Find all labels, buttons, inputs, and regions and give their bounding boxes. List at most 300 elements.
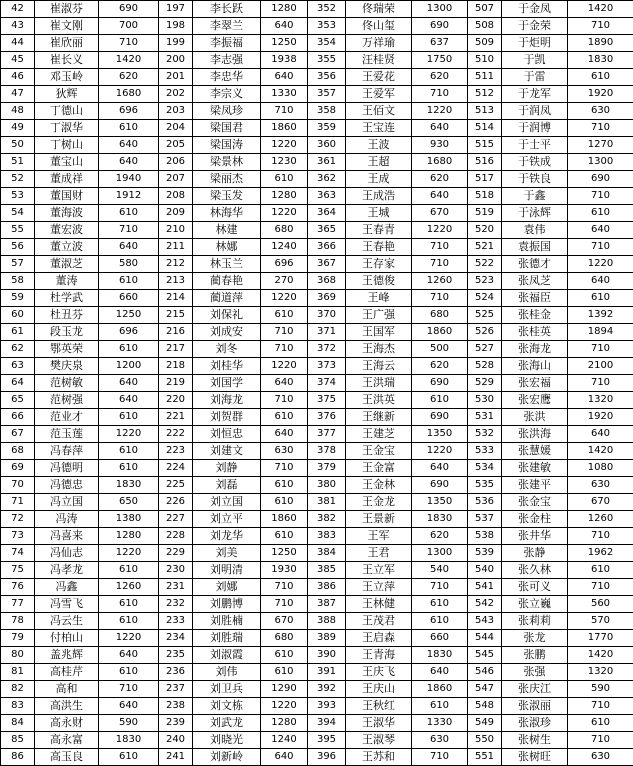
table-row (1, 562, 633, 579)
row-number-cell: 510 (468, 52, 502, 69)
row-number-cell: 388 (308, 613, 346, 630)
amount-cell: 1860 (412, 681, 468, 698)
amount-cell: 500 (412, 341, 468, 358)
name-cell: 张宏鹰 (502, 392, 568, 409)
amount-cell: 640 (412, 188, 468, 205)
amount-cell: 696 (99, 103, 159, 120)
table-row (1, 205, 633, 222)
amount-cell: 1220 (261, 358, 308, 375)
name-cell: 张莉莉 (502, 613, 568, 630)
amount-cell: 1220 (261, 205, 308, 222)
row-number-cell: 223 (159, 443, 193, 460)
name-cell: 冯孝龙 (35, 562, 99, 579)
amount-cell: 1250 (99, 307, 159, 324)
name-cell: 王宝连 (346, 120, 412, 137)
name-cell: 王青海 (346, 647, 412, 664)
row-number-cell: 76 (1, 579, 35, 596)
name-cell: 丁淑华 (35, 120, 99, 137)
amount-cell: 637 (412, 35, 468, 52)
row-number-cell: 236 (159, 664, 193, 681)
name-cell: 王波 (346, 137, 412, 154)
row-number-cell: 198 (159, 18, 193, 35)
row-number-cell: 50 (1, 137, 35, 154)
row-number-cell: 77 (1, 596, 35, 613)
name-cell: 崔淑芬 (35, 1, 99, 18)
name-cell: 王建芝 (346, 426, 412, 443)
name-cell: 高洪生 (35, 698, 99, 715)
table-row (1, 460, 633, 477)
row-number-cell: 529 (468, 375, 502, 392)
row-number-cell: 539 (468, 545, 502, 562)
amount-cell: 680 (261, 630, 308, 647)
name-cell: 刘美 (193, 545, 261, 562)
name-cell: 于鑫 (502, 188, 568, 205)
amount-cell: 640 (261, 18, 308, 35)
amount-cell: 1392 (568, 307, 633, 324)
name-cell: 梁丽杰 (193, 171, 261, 188)
amount-cell: 1250 (261, 545, 308, 562)
name-cell: 王金宝 (346, 443, 412, 460)
name-cell: 冯立国 (35, 494, 99, 511)
row-number-cell: 368 (308, 273, 346, 290)
amount-cell: 710 (412, 749, 468, 766)
row-number-cell: 221 (159, 409, 193, 426)
amount-cell: 650 (99, 494, 159, 511)
row-number-cell: 48 (1, 103, 35, 120)
amount-cell: 1220 (568, 256, 633, 273)
amount-cell: 1830 (568, 52, 633, 69)
amount-cell: 1890 (568, 35, 633, 52)
amount-cell: 640 (261, 375, 308, 392)
row-number-cell: 548 (468, 698, 502, 715)
table-row (1, 630, 633, 647)
amount-cell: 640 (412, 460, 468, 477)
name-cell: 王爱军 (346, 86, 412, 103)
amount-cell: 710 (99, 35, 159, 52)
table-row (1, 324, 633, 341)
name-cell: 张建平 (502, 477, 568, 494)
table-row (1, 1, 633, 18)
name-cell: 梁景林 (193, 154, 261, 171)
name-cell: 张树旺 (502, 749, 568, 766)
row-number-cell: 209 (159, 205, 193, 222)
name-cell: 冯喜来 (35, 528, 99, 545)
name-cell: 于金荣 (502, 18, 568, 35)
amount-cell: 710 (568, 579, 633, 596)
name-cell: 李宗义 (193, 86, 261, 103)
row-number-cell: 508 (468, 18, 502, 35)
name-cell: 刘海龙 (193, 392, 261, 409)
row-number-cell: 371 (308, 324, 346, 341)
name-cell: 张德才 (502, 256, 568, 273)
amount-cell: 570 (568, 613, 633, 630)
name-cell: 于雷 (502, 69, 568, 86)
table-row (1, 528, 633, 545)
row-number-cell: 234 (159, 630, 193, 647)
amount-cell: 1680 (99, 86, 159, 103)
row-number-cell: 379 (308, 460, 346, 477)
amount-cell: 640 (568, 222, 633, 239)
name-cell: 梁国君 (193, 120, 261, 137)
row-number-cell: 218 (159, 358, 193, 375)
row-number-cell: 526 (468, 324, 502, 341)
name-cell: 刘冬 (193, 341, 261, 358)
amount-cell: 1350 (412, 494, 468, 511)
amount-cell: 710 (261, 341, 308, 358)
amount-cell: 1260 (412, 273, 468, 290)
row-number-cell: 538 (468, 528, 502, 545)
row-number-cell: 523 (468, 273, 502, 290)
name-cell: 刘淑霞 (193, 647, 261, 664)
row-number-cell: 546 (468, 664, 502, 681)
name-cell: 刘胜瑞 (193, 630, 261, 647)
row-number-cell: 61 (1, 324, 35, 341)
amount-cell: 610 (568, 69, 633, 86)
name-cell: 王存家 (346, 256, 412, 273)
table-row (1, 681, 633, 698)
amount-cell: 670 (261, 613, 308, 630)
name-cell: 王景新 (346, 511, 412, 528)
amount-cell: 710 (412, 256, 468, 273)
name-cell: 刘静 (193, 460, 261, 477)
amount-cell: 1290 (261, 681, 308, 698)
amount-cell: 610 (99, 341, 159, 358)
amount-cell: 710 (261, 460, 308, 477)
row-number-cell: 370 (308, 307, 346, 324)
row-number-cell: 359 (308, 120, 346, 137)
amount-cell: 690 (412, 477, 468, 494)
row-number-cell: 57 (1, 256, 35, 273)
row-number-cell: 353 (308, 18, 346, 35)
amount-cell: 1260 (568, 511, 633, 528)
row-number-cell: 518 (468, 188, 502, 205)
amount-cell: 710 (568, 732, 633, 749)
name-cell: 付柏山 (35, 630, 99, 647)
row-number-cell: 376 (308, 409, 346, 426)
amount-cell: 1420 (99, 52, 159, 69)
table-row (1, 698, 633, 715)
amount-cell: 610 (261, 171, 308, 188)
row-number-cell: 67 (1, 426, 35, 443)
amount-cell: 1320 (568, 392, 633, 409)
amount-cell: 620 (412, 358, 468, 375)
row-number-cell: 381 (308, 494, 346, 511)
name-cell: 范业才 (35, 409, 99, 426)
name-cell: 于铁成 (502, 154, 568, 171)
row-number-cell: 515 (468, 137, 502, 154)
amount-cell: 1860 (261, 511, 308, 528)
amount-cell: 1860 (412, 324, 468, 341)
row-number-cell: 375 (308, 392, 346, 409)
name-cell: 张庆江 (502, 681, 568, 698)
name-cell: 丁树山 (35, 137, 99, 154)
row-number-cell: 507 (468, 1, 502, 18)
table-row (1, 443, 633, 460)
amount-cell: 610 (261, 664, 308, 681)
name-cell: 蔺道萍 (193, 290, 261, 307)
amount-cell: 690 (412, 409, 468, 426)
amount-cell: 620 (412, 171, 468, 188)
row-number-cell: 227 (159, 511, 193, 528)
name-cell: 王军 (346, 528, 412, 545)
name-cell: 王秋红 (346, 698, 412, 715)
amount-cell: 1220 (261, 698, 308, 715)
row-number-cell: 366 (308, 239, 346, 256)
name-cell: 王超 (346, 154, 412, 171)
name-cell: 董涛 (35, 273, 99, 290)
name-cell: 于龙军 (502, 86, 568, 103)
table-row (1, 307, 633, 324)
name-cell: 林娜 (193, 239, 261, 256)
name-cell: 冯涛 (35, 511, 99, 528)
row-number-cell: 43 (1, 18, 35, 35)
table-row (1, 494, 633, 511)
row-number-cell: 230 (159, 562, 193, 579)
row-number-cell: 63 (1, 358, 35, 375)
name-cell: 张井华 (502, 528, 568, 545)
name-cell: 张鹏 (502, 647, 568, 664)
table-row (1, 375, 633, 392)
name-cell: 王金富 (346, 460, 412, 477)
amount-cell: 620 (412, 528, 468, 545)
amount-cell: 1260 (99, 579, 159, 596)
name-cell: 于金凤 (502, 1, 568, 18)
name-cell: 刘恒忠 (193, 426, 261, 443)
amount-cell: 610 (412, 613, 468, 630)
name-cell: 张金宝 (502, 494, 568, 511)
amount-cell: 1280 (261, 1, 308, 18)
name-cell: 董成祥 (35, 171, 99, 188)
name-cell: 刘卫兵 (193, 681, 261, 698)
amount-cell: 1240 (261, 239, 308, 256)
row-number-cell: 62 (1, 341, 35, 358)
row-number-cell: 387 (308, 596, 346, 613)
row-number-cell: 229 (159, 545, 193, 562)
name-cell: 张洪 (502, 409, 568, 426)
name-cell: 冯鑫 (35, 579, 99, 596)
row-number-cell: 60 (1, 307, 35, 324)
amount-cell: 710 (261, 392, 308, 409)
amount-cell: 610 (99, 562, 159, 579)
row-number-cell: 551 (468, 749, 502, 766)
row-number-cell: 239 (159, 715, 193, 732)
table-row (1, 358, 633, 375)
amount-cell: 1220 (261, 137, 308, 154)
name-cell: 冯仙志 (35, 545, 99, 562)
amount-cell: 1962 (568, 545, 633, 562)
table-row (1, 613, 633, 630)
row-number-cell: 81 (1, 664, 35, 681)
row-number-cell: 203 (159, 103, 193, 120)
row-number-cell: 367 (308, 256, 346, 273)
name-cell: 刘建文 (193, 443, 261, 460)
amount-cell: 1680 (412, 154, 468, 171)
name-cell: 王洪英 (346, 392, 412, 409)
row-number-cell: 550 (468, 732, 502, 749)
amount-cell: 640 (99, 392, 159, 409)
row-number-cell: 364 (308, 205, 346, 222)
row-number-cell: 361 (308, 154, 346, 171)
amount-cell: 1220 (261, 290, 308, 307)
table-row (1, 256, 633, 273)
amount-cell: 1830 (99, 732, 159, 749)
name-cell: 王春艳 (346, 239, 412, 256)
row-number-cell: 241 (159, 749, 193, 766)
name-cell: 段玉龙 (35, 324, 99, 341)
table-row (1, 222, 633, 239)
row-number-cell: 56 (1, 239, 35, 256)
name-cell: 王德俊 (346, 273, 412, 290)
row-number-cell: 509 (468, 35, 502, 52)
amount-cell: 1270 (568, 137, 633, 154)
name-cell: 崔长义 (35, 52, 99, 69)
name-cell: 林建 (193, 222, 261, 239)
row-number-cell: 549 (468, 715, 502, 732)
table-row (1, 749, 633, 766)
amount-cell: 1220 (99, 426, 159, 443)
row-number-cell: 396 (308, 749, 346, 766)
name-cell: 汪桂贤 (346, 52, 412, 69)
row-number-cell: 357 (308, 86, 346, 103)
name-cell: 刘文栋 (193, 698, 261, 715)
row-number-cell: 363 (308, 188, 346, 205)
name-cell: 张久林 (502, 562, 568, 579)
amount-cell: 1250 (261, 35, 308, 52)
amount-cell: 610 (99, 443, 159, 460)
amount-cell: 610 (261, 647, 308, 664)
name-cell: 张金柱 (502, 511, 568, 528)
name-cell: 高永财 (35, 715, 99, 732)
row-number-cell: 232 (159, 596, 193, 613)
row-number-cell: 206 (159, 154, 193, 171)
name-cell: 王苏和 (346, 749, 412, 766)
name-cell: 杜丑芬 (35, 307, 99, 324)
amount-cell: 590 (99, 715, 159, 732)
amount-cell: 1920 (568, 86, 633, 103)
name-cell: 于士平 (502, 137, 568, 154)
amount-cell: 690 (412, 375, 468, 392)
name-cell: 刘立平 (193, 511, 261, 528)
table-row (1, 188, 633, 205)
amount-cell: 610 (99, 613, 159, 630)
name-cell: 王国军 (346, 324, 412, 341)
name-cell: 王立萍 (346, 579, 412, 596)
amount-cell: 670 (412, 205, 468, 222)
amount-cell: 590 (568, 681, 633, 698)
row-number-cell: 531 (468, 409, 502, 426)
table-row (1, 596, 633, 613)
row-number-cell: 373 (308, 358, 346, 375)
name-cell: 刘明清 (193, 562, 261, 579)
row-number-cell: 537 (468, 511, 502, 528)
row-number-cell: 521 (468, 239, 502, 256)
row-number-cell: 84 (1, 715, 35, 732)
amount-cell: 710 (568, 698, 633, 715)
table-row (1, 290, 633, 307)
name-cell: 王海杰 (346, 341, 412, 358)
name-cell: 于铁良 (502, 171, 568, 188)
name-cell: 刘龙华 (193, 528, 261, 545)
table-row (1, 103, 633, 120)
row-number-cell: 384 (308, 545, 346, 562)
row-number-cell: 86 (1, 749, 35, 766)
name-cell: 刘立国 (193, 494, 261, 511)
name-cell: 冯云生 (35, 613, 99, 630)
table-row (1, 69, 633, 86)
amount-cell: 640 (568, 273, 633, 290)
name-cell: 王君 (346, 545, 412, 562)
row-number-cell: 46 (1, 69, 35, 86)
row-number-cell: 66 (1, 409, 35, 426)
amount-cell: 710 (568, 18, 633, 35)
name-cell: 佟瑞荣 (346, 1, 412, 18)
row-number-cell: 394 (308, 715, 346, 732)
name-cell: 梁国涛 (193, 137, 261, 154)
row-number-cell: 49 (1, 120, 35, 137)
row-number-cell: 525 (468, 307, 502, 324)
row-number-cell: 385 (308, 562, 346, 579)
row-number-cell: 543 (468, 613, 502, 630)
amount-cell: 710 (261, 579, 308, 596)
name-cell: 刘保礼 (193, 307, 261, 324)
amount-cell: 610 (99, 460, 159, 477)
row-number-cell: 534 (468, 460, 502, 477)
name-cell: 狄辉 (35, 86, 99, 103)
row-number-cell: 532 (468, 426, 502, 443)
row-number-cell: 391 (308, 664, 346, 681)
amount-cell: 610 (99, 749, 159, 766)
name-cell: 张淑珍 (502, 715, 568, 732)
table-row (1, 579, 633, 596)
row-number-cell: 380 (308, 477, 346, 494)
row-number-cell: 545 (468, 647, 502, 664)
amount-cell: 610 (412, 596, 468, 613)
amount-cell: 710 (412, 86, 468, 103)
row-number-cell: 217 (159, 341, 193, 358)
table-row (1, 52, 633, 69)
name-cell: 王金林 (346, 477, 412, 494)
name-cell: 于润凤 (502, 103, 568, 120)
row-number-cell: 44 (1, 35, 35, 52)
name-cell: 袁振国 (502, 239, 568, 256)
amount-cell: 1420 (568, 443, 633, 460)
name-cell: 张强 (502, 664, 568, 681)
name-cell: 蔺春艳 (193, 273, 261, 290)
name-cell: 佟山玺 (346, 18, 412, 35)
row-number-cell: 231 (159, 579, 193, 596)
row-number-cell: 377 (308, 426, 346, 443)
amount-cell: 620 (412, 69, 468, 86)
name-cell: 刘国学 (193, 375, 261, 392)
amount-cell: 1930 (261, 562, 308, 579)
name-cell: 梁凤珍 (193, 103, 261, 120)
table-row (1, 273, 633, 290)
name-cell: 冯春萍 (35, 443, 99, 460)
row-number-cell: 528 (468, 358, 502, 375)
amount-cell: 640 (261, 749, 308, 766)
amount-cell: 2100 (568, 358, 633, 375)
row-number-cell: 542 (468, 596, 502, 613)
row-number-cell: 200 (159, 52, 193, 69)
amount-cell: 630 (568, 749, 633, 766)
amount-cell: 1830 (412, 647, 468, 664)
row-number-cell: 527 (468, 341, 502, 358)
amount-cell: 610 (261, 409, 308, 426)
name-cell: 李翠兰 (193, 18, 261, 35)
amount-cell: 640 (412, 664, 468, 681)
name-cell: 范树强 (35, 392, 99, 409)
row-number-cell: 54 (1, 205, 35, 222)
